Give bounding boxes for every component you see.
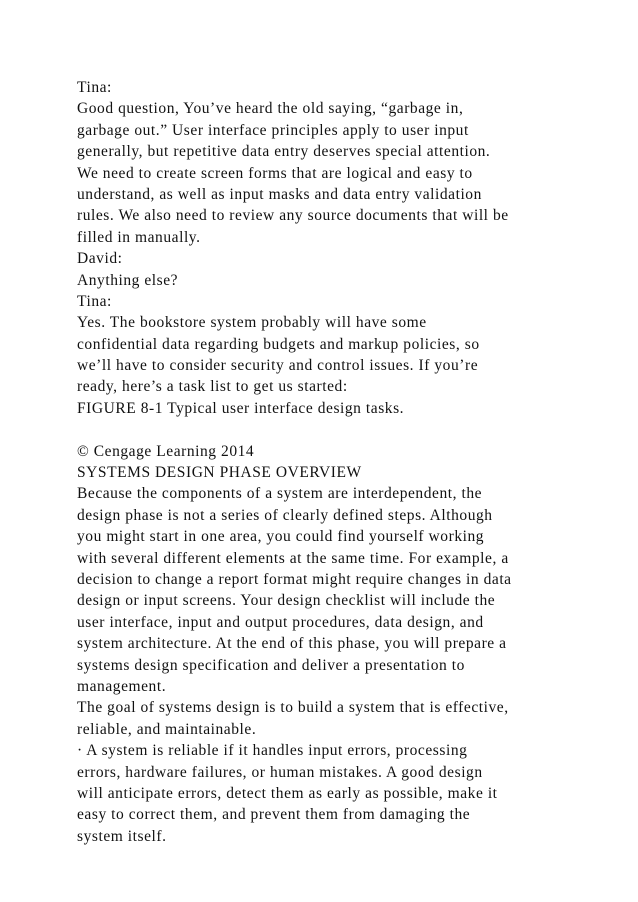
speaker-label: Tina: bbox=[77, 292, 112, 310]
text-line: We need to create screen forms that are logical and easy to bbox=[77, 164, 473, 182]
text-line: we’ll have to consider security and control issues. If you’re bbox=[77, 357, 479, 375]
text-line: user interface, input and output procedures, data design, and bbox=[77, 613, 484, 631]
text-line: Because the components of a system are interdependent, the bbox=[77, 485, 483, 503]
text-line: rules. We also need to review any source documents that will be bbox=[77, 207, 509, 225]
text-line: with several different elements at the same time. For example, a bbox=[77, 549, 509, 567]
bullet-line: · A system is reliable if it handles input errors, processing bbox=[77, 742, 468, 760]
text-line: will anticipate errors, detect them as early as possible, make it bbox=[77, 784, 498, 802]
text-line: reliable, and maintainable. bbox=[77, 720, 257, 738]
section-heading: SYSTEMS DESIGN PHASE OVERVIEW bbox=[77, 464, 362, 482]
text-line: confidential data regarding budgets and markup policies, so bbox=[77, 335, 480, 353]
document-text bbox=[77, 77, 577, 847]
blank-line bbox=[77, 419, 577, 440]
text-line: filled in manually. bbox=[77, 228, 201, 246]
text-line: you might start in one area, you could find yourself working bbox=[77, 528, 485, 546]
text-line: management. bbox=[77, 677, 167, 695]
speaker-label: David: bbox=[77, 250, 123, 268]
text-line: design phase is not a series of clearly defined steps. Although bbox=[77, 506, 493, 524]
text-line: The goal of systems design is to build a system that is effective, bbox=[77, 699, 509, 717]
text-line: design or input screens. Your design checklist will include the bbox=[77, 592, 496, 610]
text-line: decision to change a report format might require changes in data bbox=[77, 570, 512, 588]
figure-caption: FIGURE 8-1 Typical user interface design tasks. bbox=[77, 399, 405, 417]
text-line: Good question, You’ve heard the old saying, “garbage in, bbox=[77, 100, 464, 118]
speaker-label: Tina: bbox=[77, 79, 112, 96]
text-line: easy to correct them, and prevent them from damaging the bbox=[77, 806, 471, 824]
text-line: errors, hardware failures, or human mistakes. A good design bbox=[77, 763, 483, 781]
text-line: system architecture. At the end of this phase, you will prepare a bbox=[77, 635, 507, 653]
text-line: system itself. bbox=[77, 827, 167, 845]
text-line: garbage out.” User interface principles apply to user input bbox=[77, 121, 469, 139]
text-line: systems design specification and deliver a presentation to bbox=[77, 656, 465, 674]
copyright-line: © Cengage Learning 2014 bbox=[77, 442, 255, 460]
text-line: generally, but repetitive data entry deserves special attention. bbox=[77, 143, 491, 161]
text-line: ready, here’s a task list to get us started: bbox=[77, 378, 348, 396]
text-line: understand, as well as input masks and data entry validation bbox=[77, 185, 482, 203]
text-line: Yes. The bookstore system probably will have some bbox=[77, 314, 427, 332]
text-line: Anything else? bbox=[77, 271, 179, 289]
